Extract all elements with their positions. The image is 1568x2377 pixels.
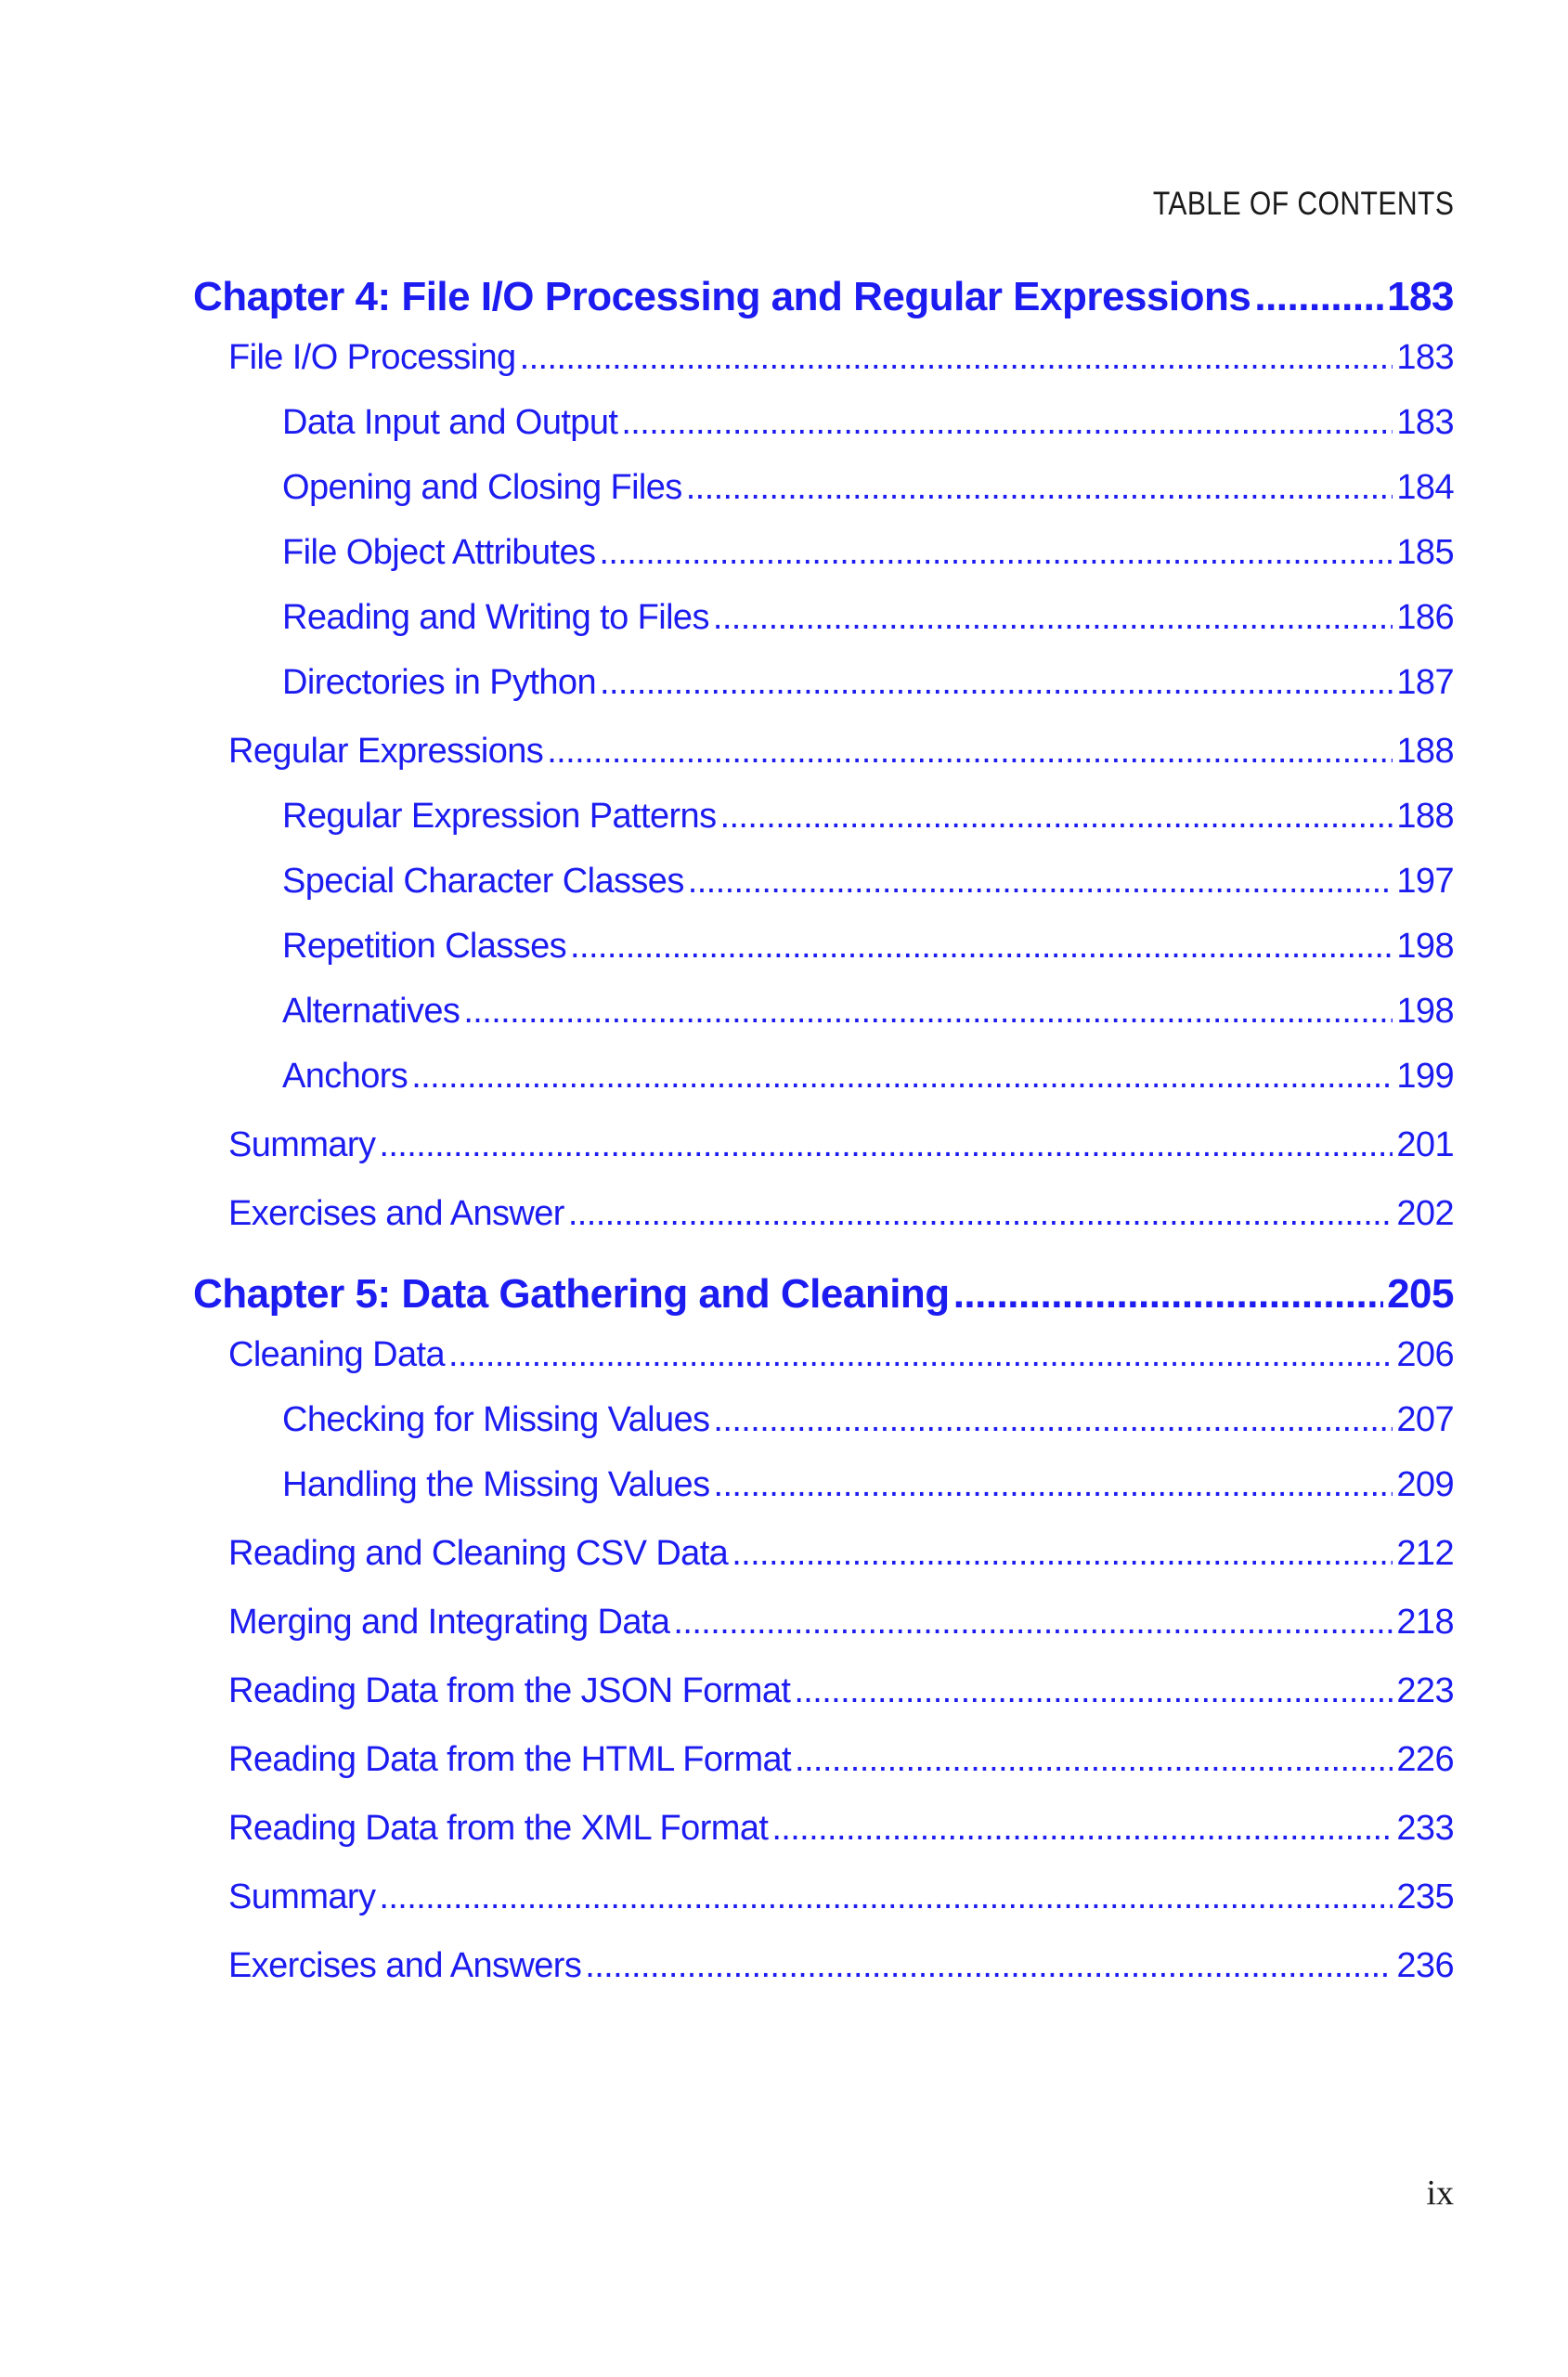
dot-leader: [448, 1322, 1393, 1387]
toc-entry-title: Reading Data from the HTML Format: [228, 1740, 792, 1779]
toc-subsection-checking-missing-values[interactable]: [193, 1387, 1454, 1452]
toc-entry-page: 198: [1396, 927, 1454, 966]
toc-entry-title: Exercises and Answer: [228, 1194, 564, 1233]
toc-section-reading-cleaning-csv[interactable]: [193, 1521, 1454, 1586]
table-of-contents: [193, 269, 1454, 1998]
toc-entry-title: Handling the Missing Values: [282, 1465, 710, 1504]
toc-section-exercises-ch4[interactable]: [193, 1181, 1454, 1246]
toc-entry-page: 223: [1396, 1671, 1454, 1710]
toc-subsection-anchors[interactable]: [193, 1044, 1454, 1109]
toc-entry-title: Reading and Writing to Files: [282, 598, 709, 637]
toc-entry-title: Regular Expressions: [228, 732, 544, 771]
toc-entry-page: 183: [1396, 338, 1454, 377]
dot-leader: [621, 390, 1393, 455]
toc-subsection-data-input-output[interactable]: [193, 390, 1454, 455]
toc-entry-page: 197: [1396, 862, 1454, 901]
toc-entry-page: 202: [1396, 1194, 1454, 1233]
toc-section-file-io-processing[interactable]: [193, 325, 1454, 390]
dot-leader: [794, 1658, 1393, 1723]
toc-section-merging-integrating[interactable]: [193, 1590, 1454, 1655]
toc-entry-title: Repetition Classes: [282, 927, 567, 966]
toc-entry-page: 226: [1396, 1740, 1454, 1779]
dot-leader: [520, 325, 1393, 390]
page-number: ix: [1426, 2174, 1454, 2213]
toc-entry-page: 206: [1396, 1335, 1454, 1374]
toc-entry-title: Alternatives: [282, 992, 460, 1031]
dot-leader: [713, 585, 1393, 650]
toc-entry-title: File I/O Processing: [228, 338, 516, 377]
dot-leader: [547, 719, 1393, 784]
dot-leader: [379, 1112, 1393, 1177]
dot-leader: [463, 979, 1393, 1044]
toc-entry-title: Chapter 4: File I/O Processing and Regular Expressions: [193, 274, 1251, 319]
toc-entry-page: 233: [1396, 1809, 1454, 1848]
dot-leader: [600, 650, 1393, 715]
toc-entry-page: 186: [1396, 598, 1454, 637]
dot-leader: [771, 1796, 1393, 1861]
toc-entry-title: Summary: [228, 1125, 376, 1164]
toc-entry-title: Summary: [228, 1877, 376, 1916]
toc-entry-page: 236: [1396, 1946, 1454, 1985]
toc-entry-title: Chapter 5: Data Gathering and Cleaning: [193, 1271, 950, 1317]
dot-leader: [599, 520, 1393, 585]
toc-chapter-4[interactable]: [193, 269, 1454, 325]
toc-subsection-reading-writing-files[interactable]: [193, 585, 1454, 650]
toc-entry-page: 183: [1387, 274, 1454, 319]
toc-subsection-alternatives[interactable]: [193, 979, 1454, 1044]
toc-entry-title: Reading Data from the XML Format: [228, 1809, 769, 1848]
toc-section-reading-xml[interactable]: [193, 1796, 1454, 1861]
toc-entry-page: 198: [1396, 992, 1454, 1031]
dot-leader: [795, 1727, 1393, 1792]
toc-entry-page: 187: [1396, 663, 1454, 702]
toc-entry-title: Reading Data from the JSON Format: [228, 1671, 791, 1710]
dot-leader: [1254, 269, 1383, 325]
toc-entry-page: 205: [1387, 1271, 1454, 1317]
toc-entry-page: 201: [1396, 1125, 1454, 1164]
toc-subsection-directories-in-python[interactable]: [193, 650, 1454, 715]
dot-leader: [585, 1933, 1393, 1998]
toc-entry-title: Anchors: [282, 1057, 408, 1096]
toc-entry-page: 185: [1396, 533, 1454, 572]
dot-leader: [411, 1044, 1393, 1109]
dot-leader: [688, 849, 1393, 914]
toc-section-regular-expressions[interactable]: [193, 719, 1454, 784]
toc-subsection-file-object-attributes[interactable]: [193, 520, 1454, 585]
toc-subsection-special-character-classes[interactable]: [193, 849, 1454, 914]
toc-entry-page: 207: [1396, 1400, 1454, 1439]
toc-entry-title: Reading and Cleaning CSV Data: [228, 1534, 729, 1573]
dot-leader: [673, 1590, 1393, 1655]
toc-entry-title: Checking for Missing Values: [282, 1400, 710, 1439]
toc-subsection-repetition-classes[interactable]: [193, 914, 1454, 979]
toc-entry-page: 212: [1396, 1534, 1454, 1573]
toc-entry-title: Data Input and Output: [282, 403, 618, 442]
toc-subsection-handling-missing-values[interactable]: [193, 1452, 1454, 1517]
toc-section-reading-json[interactable]: [193, 1658, 1454, 1723]
toc-entry-title: Special Character Classes: [282, 862, 684, 901]
dot-leader: [732, 1521, 1393, 1586]
dot-leader: [686, 455, 1393, 520]
toc-section-cleaning-data[interactable]: [193, 1322, 1454, 1387]
toc-entry-title: Opening and Closing Files: [282, 468, 682, 507]
dot-leader: [570, 914, 1393, 979]
toc-entry-page: 184: [1396, 468, 1454, 507]
toc-entry-page: 199: [1396, 1057, 1454, 1096]
toc-entry-title: File Object Attributes: [282, 533, 596, 572]
toc-chapter-5[interactable]: [193, 1266, 1454, 1322]
dot-leader: [568, 1181, 1393, 1246]
toc-subsection-opening-closing-files[interactable]: [193, 455, 1454, 520]
toc-entry-title: Regular Expression Patterns: [282, 797, 717, 836]
toc-entry-title: Cleaning Data: [228, 1335, 446, 1374]
toc-subsection-regex-patterns[interactable]: [193, 784, 1454, 849]
toc-section-exercises-ch5[interactable]: [193, 1933, 1454, 1998]
toc-entry-title: Merging and Integrating Data: [228, 1603, 670, 1642]
dot-leader: [379, 1864, 1393, 1929]
toc-entry-page: 209: [1396, 1465, 1454, 1504]
toc-section-reading-html[interactable]: [193, 1727, 1454, 1792]
toc-entry-page: 188: [1396, 797, 1454, 836]
toc-entry-page: 183: [1396, 403, 1454, 442]
toc-section-summary-ch4[interactable]: [193, 1112, 1454, 1177]
toc-entry-page: 218: [1396, 1603, 1454, 1642]
dot-leader: [713, 1452, 1393, 1517]
toc-entry-title: Directories in Python: [282, 663, 596, 702]
dot-leader: [953, 1266, 1383, 1322]
toc-entry-page: 235: [1396, 1877, 1454, 1916]
running-head: TABLE OF CONTENTS: [1152, 186, 1454, 222]
toc-section-summary-ch5[interactable]: [193, 1864, 1454, 1929]
toc-entry-title: Exercises and Answers: [228, 1946, 582, 1985]
dot-leader: [719, 784, 1393, 849]
toc-entry-page: 188: [1396, 732, 1454, 771]
dot-leader: [713, 1387, 1393, 1452]
